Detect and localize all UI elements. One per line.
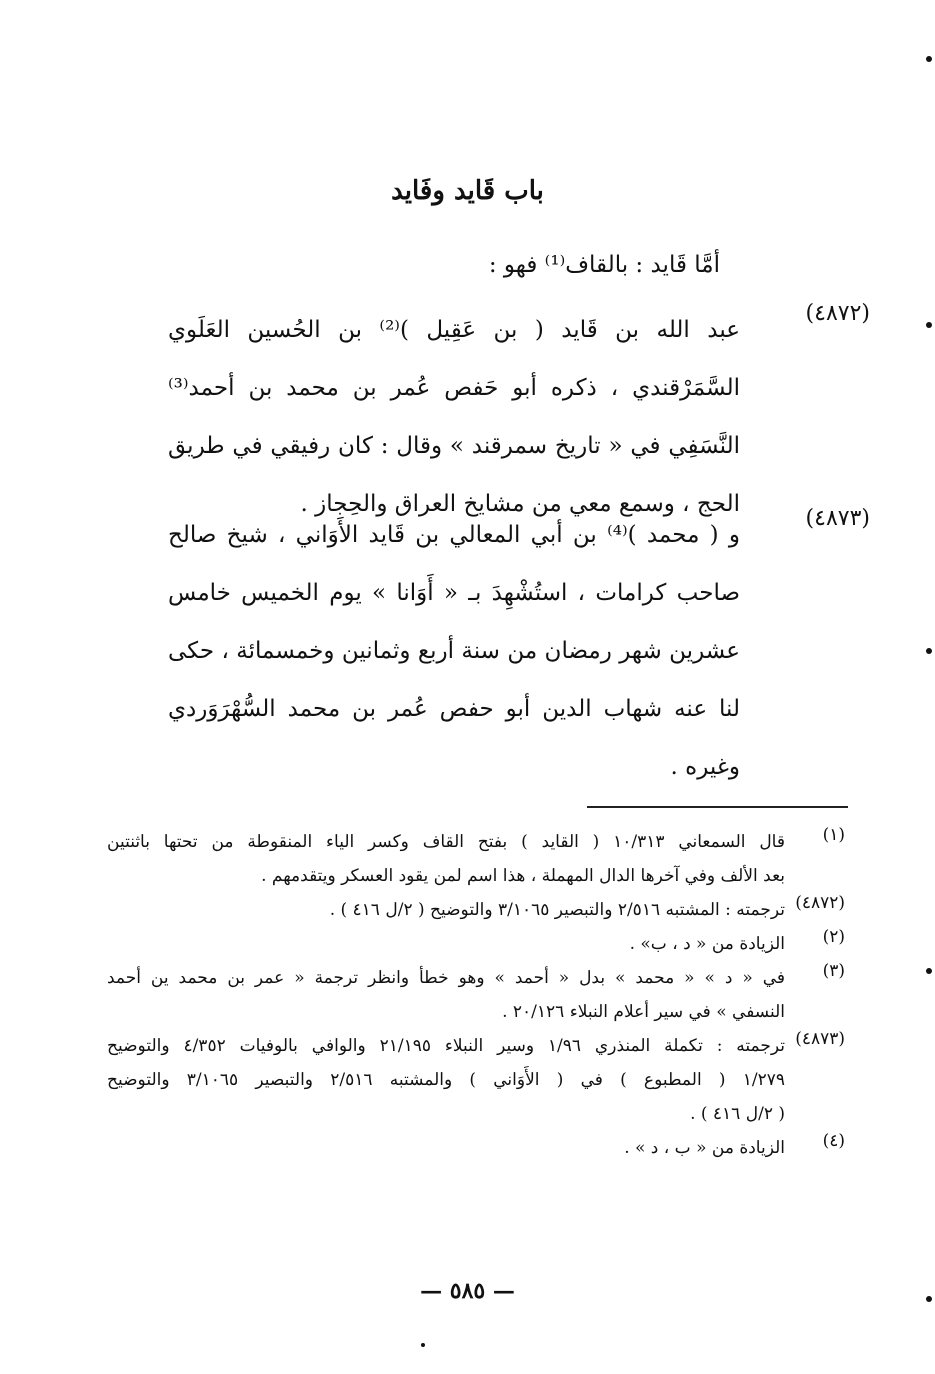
footnote-line: ترجمته : المشتبه ٢/٥١٦ والتبصير ٣/١٠٦٥ والتوضيح ( ٢/ل ٤١٦ ) .	[329, 900, 785, 920]
footnote	[107, 825, 845, 893]
entry-line: عشرين شهر رمضان من سنة أربع وثمانين وخمسمائة ، حكى	[168, 638, 740, 664]
scan-speck	[926, 968, 932, 974]
footnote-marker: (٤)	[822, 1131, 845, 1151]
page-number: — ٥٨٥ —	[420, 1278, 515, 1304]
entry-line: السَّمَرْقندي ، ذكره أبو حَفص عُمر بن محمد بن أحمد⁽³⁾	[168, 375, 740, 401]
footnote-line: في « د » « محمد » بدل « أحمد » وهو خطأ وانظر ترجمة « عمر بن محمد ين أحمد	[107, 968, 785, 988]
entry-line: وغيره .	[670, 754, 740, 780]
footnotes-section	[107, 825, 845, 1165]
scan-speck	[926, 322, 932, 328]
footnote-marker: (٢)	[822, 927, 845, 947]
footnote-line: النسفي » في سير أعلام النبلاء ٢٠/١٢٦ .	[502, 1002, 785, 1022]
footnote	[107, 1029, 845, 1131]
entry-number: (٤٨٧٢)	[805, 301, 870, 326]
footnote-marker: (٤٨٧٣)	[795, 1029, 845, 1049]
footnote-line: ترجمته : تكملة المنذري ١/٩٦ وسير النبلاء ٢١/١٩٥ والوافي بالوفيات ٤/٣٥٢ والتوضيح	[107, 1036, 785, 1056]
scan-speck	[421, 1343, 425, 1347]
footnote-line: الزيادة من « د ، ب» .	[629, 934, 785, 954]
footnote-line: بعد الألف وفي آخرها الدال المهملة ، هذا اسم لمن يقود العسكر ويتقدمهم .	[261, 866, 785, 886]
footnote-line: ١/٢٧٩ ( المطبوع ) في ( الأَوَاني ) والمشتبه ٢/٥١٦ والتبصير ٣/١٠٦٥ والتوضيح	[107, 1070, 785, 1090]
scan-speck	[926, 648, 932, 654]
entry-number: (٤٨٧٣)	[805, 506, 870, 531]
footnote-marker: (٤٨٧٢)	[795, 893, 845, 913]
entry-line: الحج ، وسمع معي من مشايخ العراق والحِجاز .	[300, 491, 740, 517]
entry-4873	[168, 506, 870, 796]
footnote-marker: (١)	[822, 825, 845, 845]
scan-speck	[926, 1296, 932, 1302]
footnote	[107, 893, 845, 927]
footnote-line: ( ٢/ل ٤١٦ ) .	[690, 1104, 785, 1124]
footnote-divider	[587, 806, 848, 808]
intro-line: أمَّا قَايد : بالقاف⁽¹⁾ فهو :	[488, 252, 720, 278]
chapter-title: باب قَايد وفَايد	[391, 176, 544, 206]
footnote	[107, 1131, 845, 1165]
entry-line: صاحب كرامات ، استُشْهِدَ بـ « أَوَانا » يوم الخميس خامس	[168, 580, 740, 606]
footnote	[107, 927, 845, 961]
footnote-line: الزيادة من « ب ، د » .	[624, 1138, 785, 1158]
footnote	[107, 961, 845, 1029]
entry-line: و ( محمد )⁽⁴⁾ بن أبي المعالي بن قَايد الأَوَاني ، شيخ صالح	[168, 522, 741, 548]
scan-speck	[926, 56, 932, 62]
entry-line: لنا عنه شهاب الدين أبو حفص عُمر بن محمد السُّهْرَوَردي	[168, 696, 740, 722]
entry-line: عبد الله بن قَايد ( بن عَقِيل )⁽²⁾ بن الحُسين العَلَوي	[168, 317, 740, 343]
footnote-marker: (٣)	[822, 961, 845, 981]
entry-line: النَّسَفِي في « تاريخ سمرقند » وقال : كان رفيقي في طريق	[168, 433, 740, 459]
footnote-line: قال السمعاني ١٠/٣١٣ ( القايد ) بفتح القاف وكسر الياء المنقوطة من تحتها باثنتين	[107, 832, 785, 852]
